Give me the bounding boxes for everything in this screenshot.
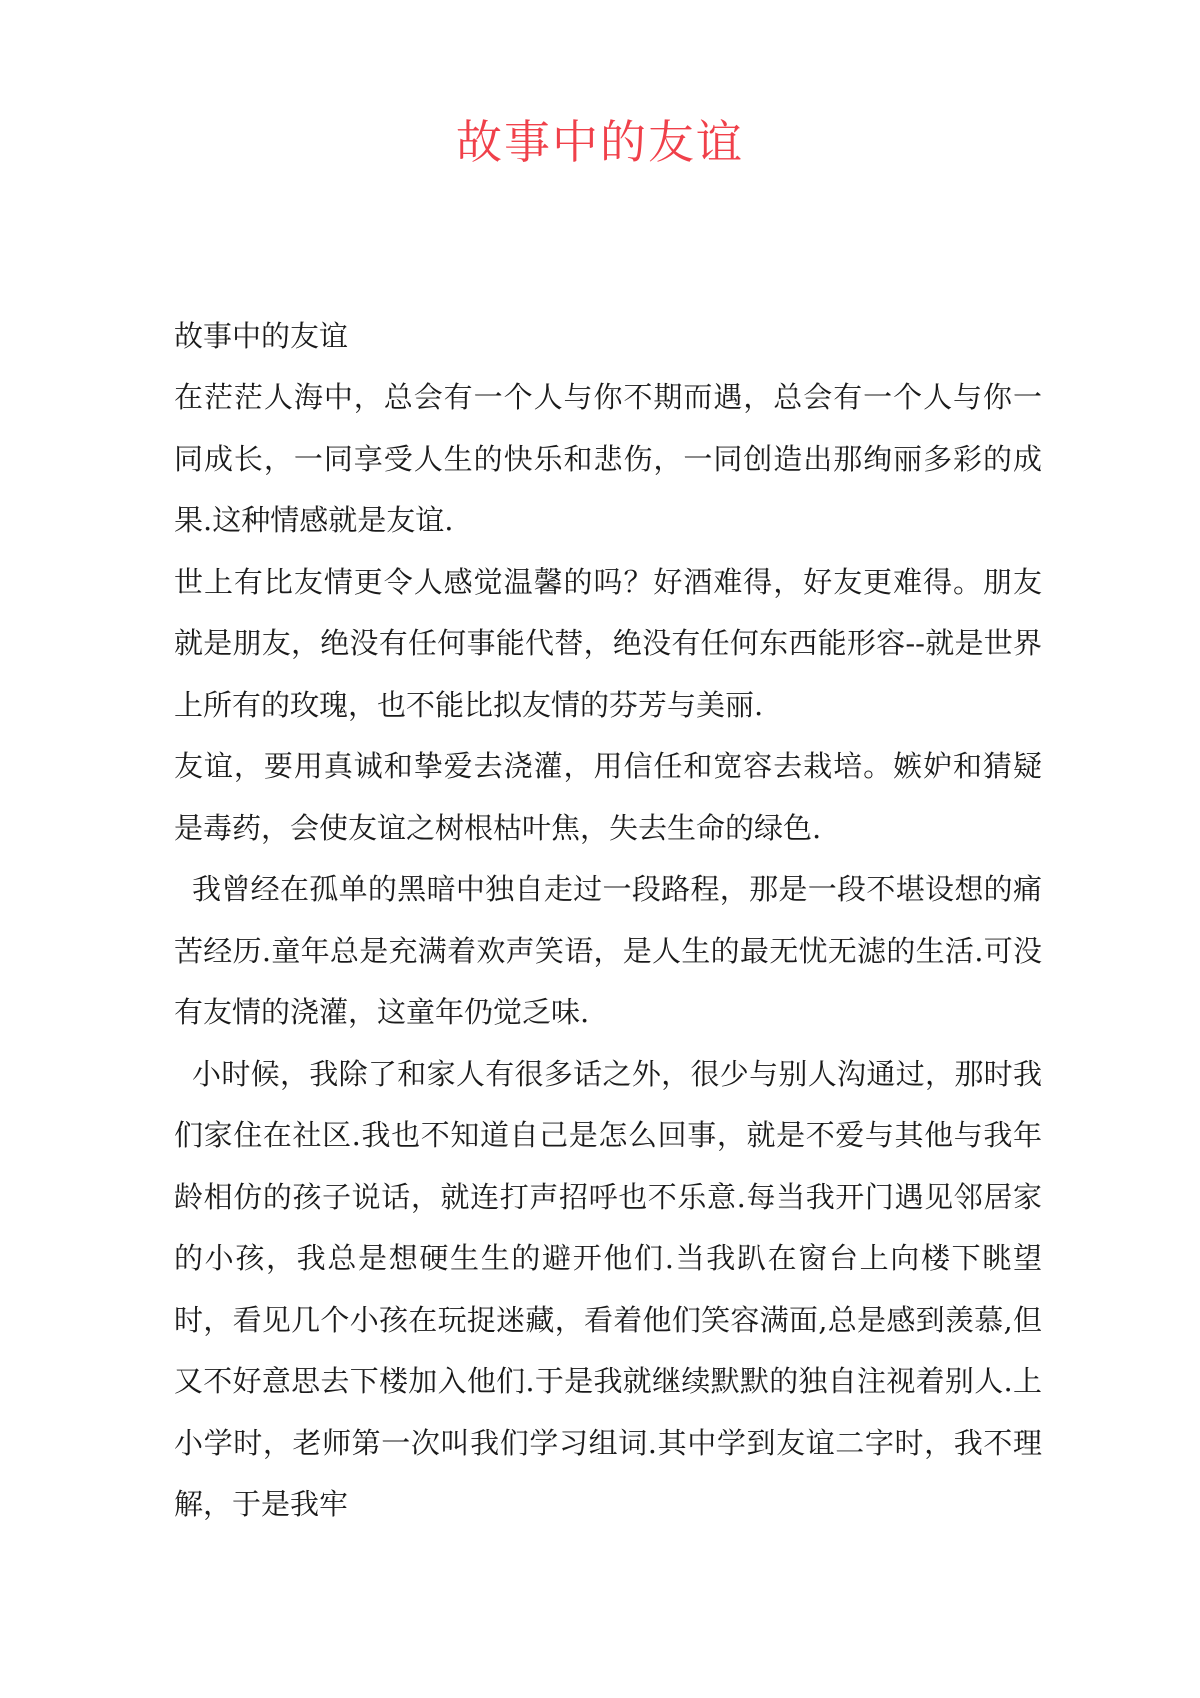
- document-body: [174, 306, 1042, 1536]
- paragraph-3: 友谊，要用真诚和挚爱去浇灌，用信任和宽容去栽培。嫉妒和猜疑是毒药，会使友谊之树根枯叶焦，失去生命的绿色.: [174, 749, 1042, 845]
- document-title: 故事中的友谊: [456, 115, 744, 169]
- paragraph-1: 在茫茫人海中，总会有一个人与你不期而遇，总会有一个人与你一同成长，一同享受人生的快乐和悲伤，一同创造出那绚丽多彩的成果.这种情感就是友谊.: [174, 380, 1042, 537]
- paragraph-2: 世上有比友情更令人感觉温馨的吗？好酒难得，好友更难得。朋友就是朋友，绝没有任何事能代替，绝没有任何东西能形容--就是世界上所有的玫瑰，也不能比拟友情的芬芳与美丽.: [174, 564, 1042, 722]
- paragraph-4: 我曾经在孤单的黑暗中独自走过一段路程，那是一段不堪设想的痛苦经历.童年总是充满着欢声笑语，是人生的最无忧无滤的生活.可没有友情的浇灌，这童年仍觉乏味.: [174, 872, 1042, 1029]
- paragraph-5: 小时候，我除了和家人有很多话之外，很少与别人沟通过，那时我们家住在社区.我也不知道自己是怎么回事，就是不爱与其他与我年龄相仿的孩子说话，就连打声招呼也不乐意.每当我开门遇见邻居家的小孩，我总是想硬生生的避开他们.当我趴在窗台上向楼下眺望时，看见几个小孩在玩捉迷藏，看着他们笑容满面,总是感到羡慕,但又不好意思去下楼加入他们.于是我就继续默默的独自注视着别人.上小学时，老师第一次叫我们学习组词.其中学到友谊二字时，我不理解，于是我牢: [174, 1056, 1042, 1521]
- article-subtitle: 故事中的友谊: [174, 319, 349, 353]
